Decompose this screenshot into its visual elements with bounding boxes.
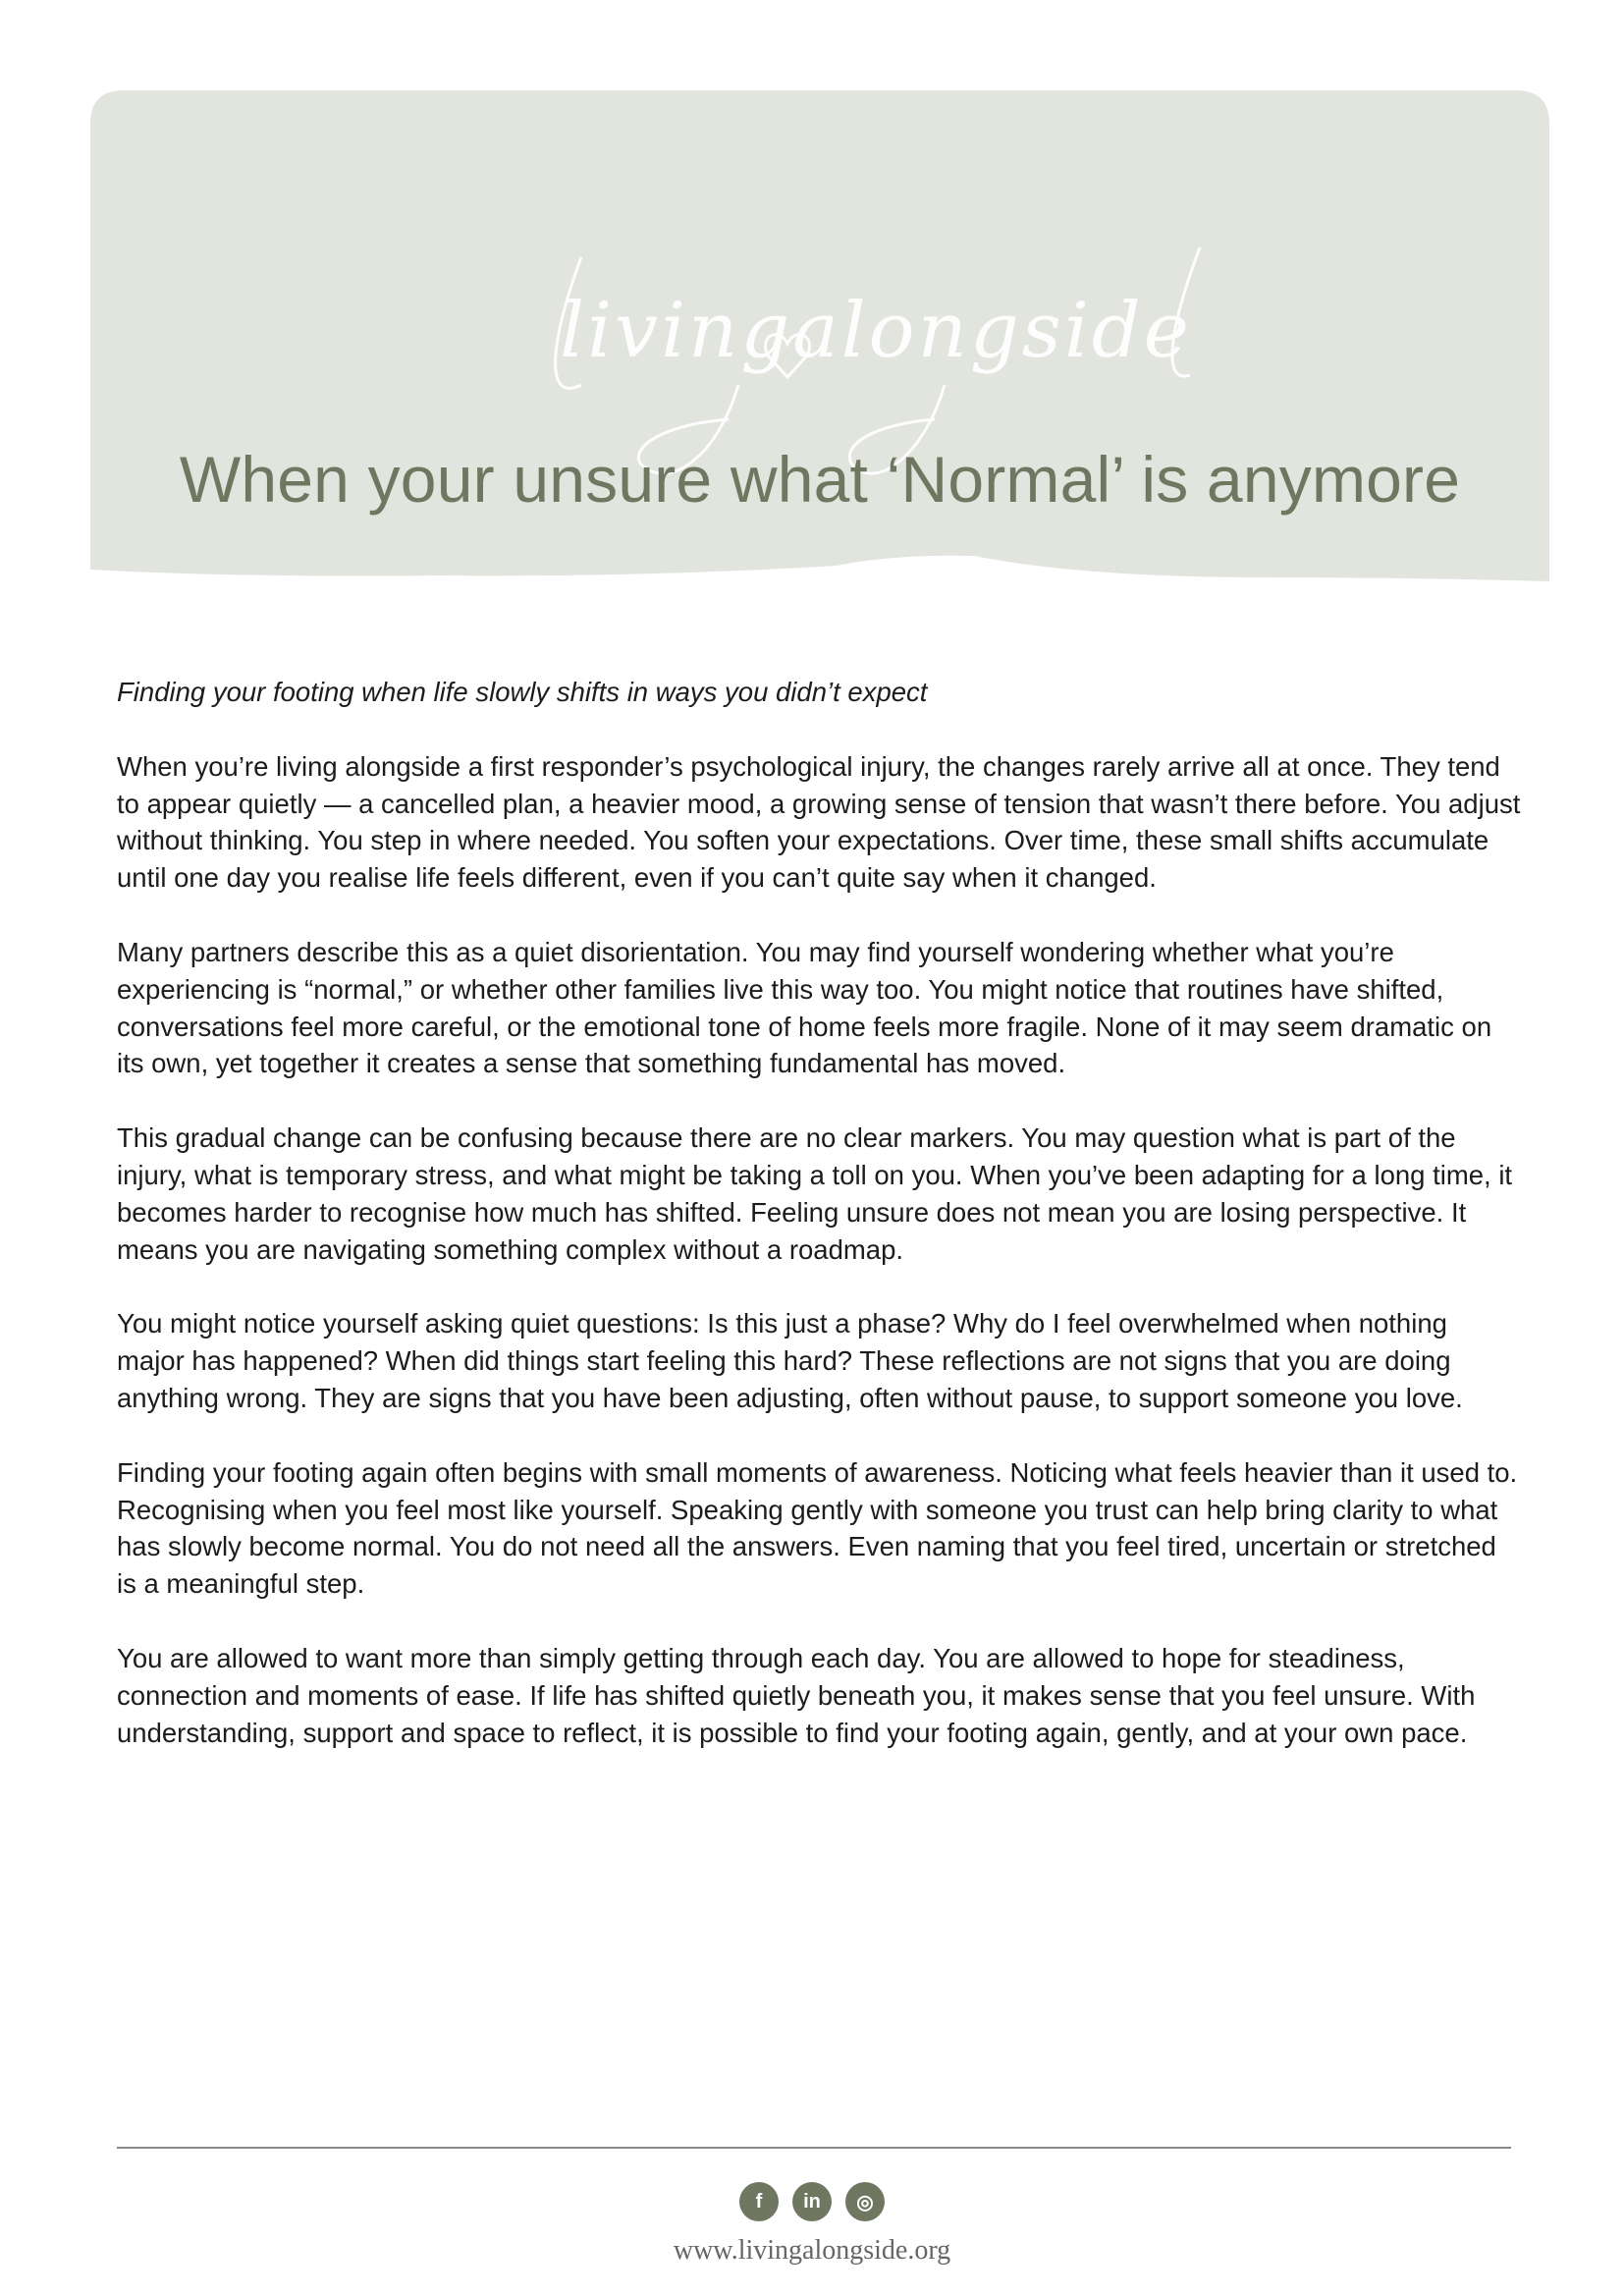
instagram-icon[interactable]: ◎ [845, 2182, 885, 2221]
facebook-icon[interactable]: f [739, 2182, 779, 2221]
article-body [117, 674, 1521, 1788]
linkedin-icon[interactable]: in [792, 2182, 832, 2221]
paragraph-3: This gradual change can be confusing because there are no clear markers. You may question what is part of the injury, what is temporary stress, and what might be taking a toll on you. When you’ve been adapting for a long time, it becomes harder to recognise how much has shifted. Feeling unsure does not mean you are losing perspective. It means you are navigating something complex without a roadmap. [117, 1122, 1513, 1265]
paragraph-1: When you’re living alongside a first responder’s psychological injury, the changes rarely arrive all at once. They tend to appear quietly — a cancelled plan, a heavier mood, a growing sense of tension that wasn’t there before. You adjust without thinking. You step in where needed. You soften your expectations. Over time, these small shifts accumulate until one day you realise life feels different, even if you can’t quite say when it changed. [117, 750, 1521, 894]
paragraph-2: Many partners describe this as a quiet disorientation. You may find yourself wondering whether what you’re experiencing is “normal,” or whether other families live this way too. You might notice that routines have shifted, conversations feel more careful, or the emotional tone of home feels more fragile. None of it may seem dramatic on its own, yet together it creates a sense that something fundamental has moved. [117, 936, 1492, 1079]
page-title: When your unsure what ‘Normal’ is anymore [179, 443, 1461, 516]
paragraph-6: You are allowed to want more than simply getting through each day. You are allowed to hope for steadiness, connection and moments of ease. If life has shifted quietly beneath you, it makes sense that you feel unsure. With understanding, support and space to reflect, it is possible to find your footing again, gently, and at your own pace. [117, 1642, 1476, 1748]
social-links [0, 2182, 1624, 2221]
paragraph-4: You might notice yourself asking quiet questions: Is this just a phase? Why do I feel overwhelmed when nothing major has happened? When did things start feeling this hard? These reflections are not signs that you are doing anything wrong. They are signs that you have been adjusting, often without pause, to support someone you love. [117, 1308, 1463, 1413]
article-subtitle: Finding your footing when life slowly shifts in ways you didn’t expect [117, 677, 928, 707]
paragraph-5: Finding your footing again often begins with small moments of awareness. Noticing what feels heavier than it used to. Recognising when you feel most like yourself. Speaking gently with someone you trust can help bring clarity to what has slowly become normal. You do not need all the answers. Even naming that you feel tired, uncertain or stretched is a meaningful step. [117, 1456, 1518, 1600]
header-banner [90, 90, 1549, 581]
logo-wordmark: livingalongside [560, 287, 1192, 375]
footer-divider [117, 2147, 1511, 2149]
website-link[interactable]: www.livingalongside.org [673, 2235, 951, 2266]
